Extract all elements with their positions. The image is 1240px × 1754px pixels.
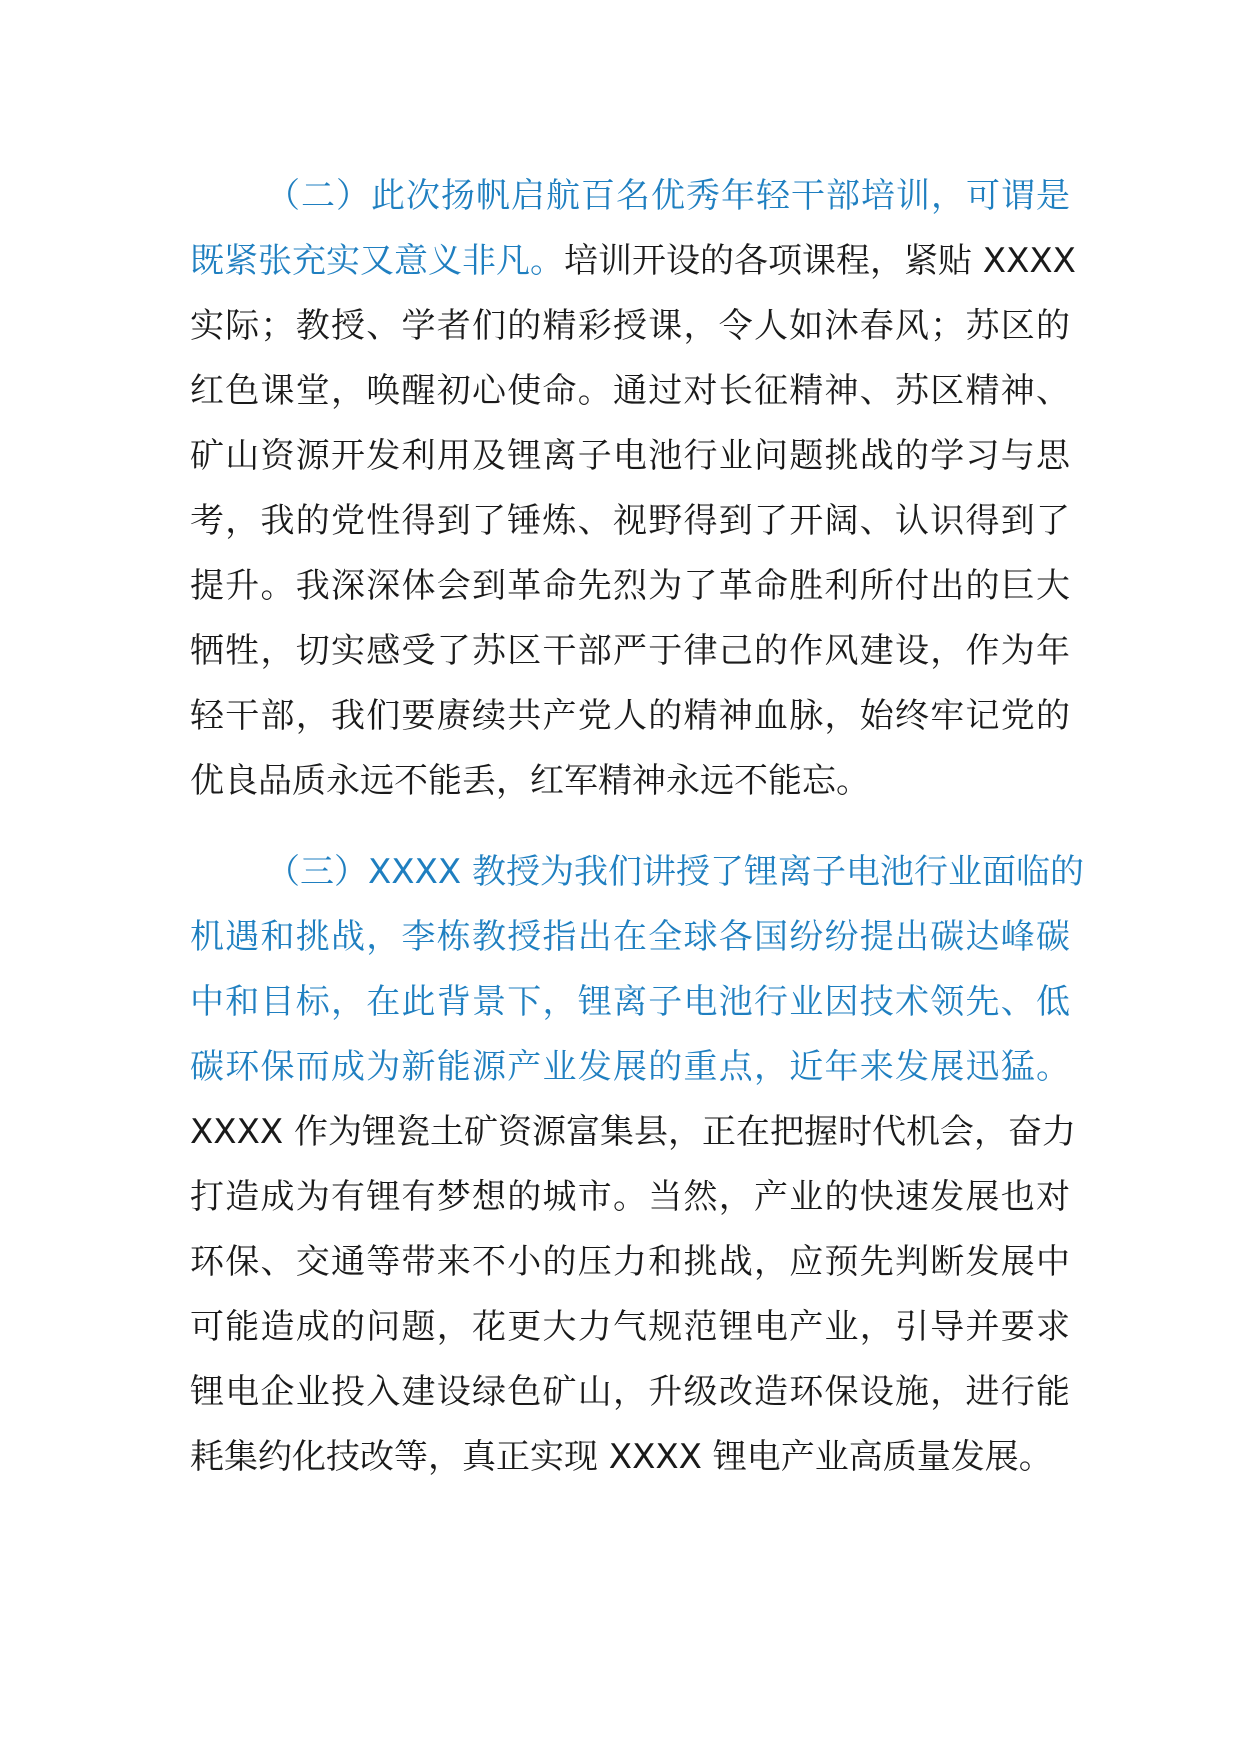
- paragraph-line: 可能造成的问题，花更大力气规范锂电产业，引导并要求: [190, 1307, 1070, 1347]
- paragraph-line: 机遇和挑战，李栋教授指出在全球各国纷纷提出碳达峰碳: [190, 917, 1070, 957]
- paragraph-line: 提升。我深深体会到革命先烈为了革命胜利所付出的巨大: [190, 566, 1070, 606]
- highlighted-text: 既紧张充实又意义非凡。: [190, 241, 564, 281]
- paragraph-line: 打造成为有锂有梦想的城市。当然，产业的快速发展也对: [190, 1177, 1070, 1217]
- paragraph-line: 耗集约化技改等，真正实现 XXXX 锂电产业高质量发展。: [190, 1437, 1053, 1477]
- paragraph-line: XXXX 作为锂瓷土矿资源富集县，正在把握时代机会，奋力: [190, 1112, 1076, 1152]
- paragraph-line: （三）XXXX 教授为我们讲授了锂离子电池行业面临的: [266, 852, 1084, 892]
- paragraph-line: 碳环保而成为新能源产业发展的重点，近年来发展迅猛。: [190, 1047, 1070, 1087]
- paragraph-line: 牺牲，切实感受了苏区干部严于律己的作风建设，作为年: [190, 631, 1070, 671]
- body-text: 培训开设的各项课程，紧贴 XXXX: [564, 241, 1076, 281]
- paragraph-two: [190, 164, 1076, 814]
- paragraph-line: 矿山资源开发利用及锂离子电池行业问题挑战的学习与思: [190, 436, 1070, 476]
- paragraph-line: 锂电企业投入建设绿色矿山，升级改造环保设施，进行能: [190, 1372, 1070, 1412]
- paragraph-line: [190, 229, 1076, 294]
- paragraph-line: 考，我的党性得到了锤炼、视野得到了开阔、认识得到了: [190, 501, 1070, 541]
- paragraph-line: （二）此次扬帆启航百名优秀年轻干部培训，可谓是: [266, 176, 1070, 216]
- paragraph-line: 优良品质永远不能丢，红军精神永远不能忘。: [190, 761, 870, 801]
- paragraph-line: 中和目标，在此背景下，锂离子电池行业因技术领先、低: [190, 982, 1070, 1022]
- paragraph-line: 红色课堂，唤醒初心使命。通过对长征精神、苏区精神、: [190, 371, 1070, 411]
- paragraph-line: 环保、交通等带来不小的压力和挑战，应预先判断发展中: [190, 1242, 1070, 1282]
- paragraph-line: 轻干部，我们要赓续共产党人的精神血脉，始终牢记党的: [190, 696, 1070, 736]
- paragraph-line: 实际；教授、学者们的精彩授课，令人如沐春风；苏区的: [190, 306, 1070, 346]
- paragraph-three: [190, 840, 1084, 1490]
